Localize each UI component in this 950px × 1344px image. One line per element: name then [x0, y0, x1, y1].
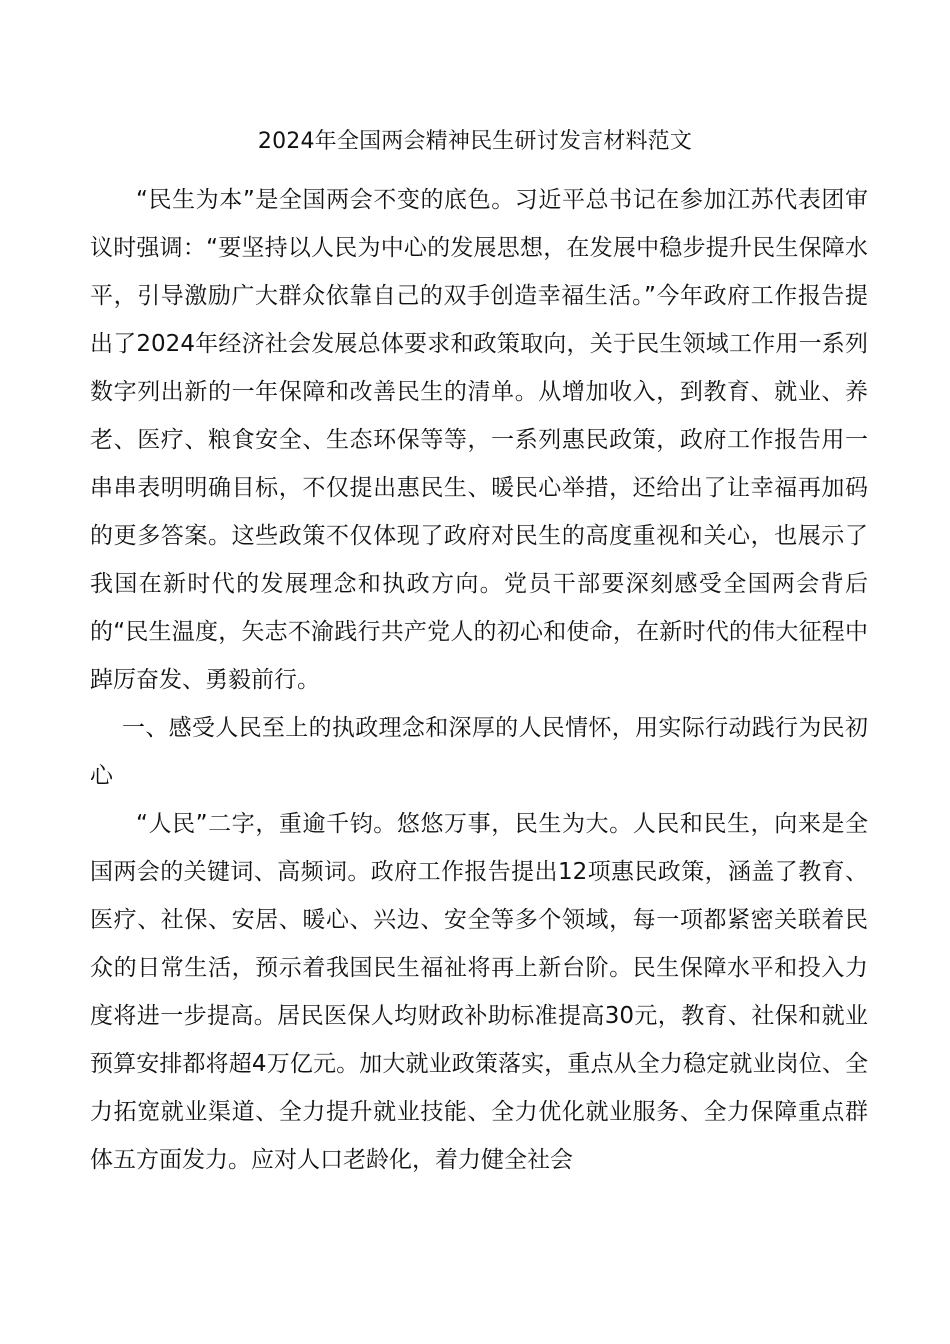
section-paragraph: “人民”二字，重逾千钧。悠悠万事，民生为大。人民和民生，向来是全国两会的关键词、高频词。政府工作报告提出12项惠民政策，涵盖了教育、医疗、社保、安居、暖心、兴边、安全等多个领域，每一项都紧密关联着民众的日常生活，预示着我国民生福祉将再上新台阶。民生保障水平和投入力度将进一步提高。居民医保人均财政补助标准提高30元，教育、社保和就业预算安排都将超4万亿元。加大就业政策落实，重点从全力稳定就业岗位、全力拓宽就业渠道、全力提升就业技能、全力优化就业服务、全力保障重点群体五方面发力。应对人口老龄化，着力健全社会: [90, 811, 868, 1173]
document-title: 2024年全国两会精神民生研讨发言材料范文: [257, 129, 693, 154]
intro-paragraph: “民生为本”是全国两会不变的底色。习近平总书记在参加江苏代表团审议时强调：“要坚持以人民为中心的发展思想，在发展中稳步提升民生保障水平，引导激励广大群众依靠自己的双手创造幸福生活。”今年政府工作报告提出了2024年经济社会发展总体要求和政策取向，关于民生领域工作用一系列数字列出新的一年保障和改善民生的清单。从增加收入，到教育、就业、养老、医疗、粮食安全、生态环保等等，一系列惠民政策，政府工作报告用一串串表明明确目标，不仅提出惠民生、暖民心举措，还给出了让幸福再加码的更多答案。这些政策不仅体现了政府对民生的高度重视和关心，也展示了我国在新时代的发展理念和执政方向。党员干部要深刻感受全国两会背后的“民生温度，矢志不渝践行共产党人的初心和使命，在新时代的伟大征程中踔厉奋发、勇毅前行。: [90, 187, 868, 693]
section-heading: 一、感受人民至上的执政理念和深厚的人民情怀，用实际行动践行为民初心: [90, 715, 868, 789]
document-body: [90, 176, 868, 1184]
